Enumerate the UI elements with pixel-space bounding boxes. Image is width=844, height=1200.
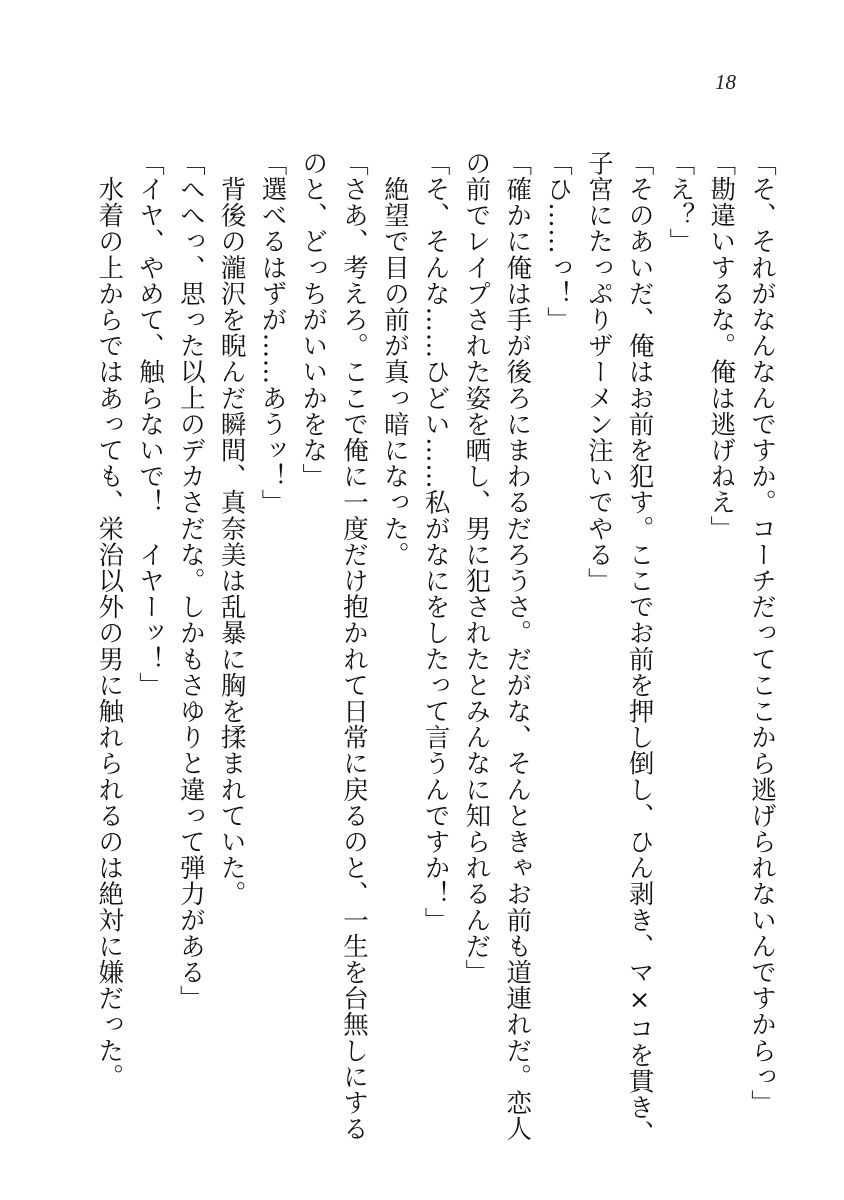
text-line: 「確かに俺は手が後ろにまわるだろうさ。だがな、そんときゃお前も道連れだ。恋人 [502, 150, 533, 1142]
text-line: 絶望で目の前が真っ暗になった。 [379, 150, 410, 568]
text-line: のと、どっちがいいかをな」 [298, 150, 329, 490]
text-line: 「そのあいだ、俺はお前を犯す。ここでお前を押し倒し、ひん剥き、マ×コを貫き、 [624, 150, 655, 1147]
text-line: 「イヤ、やめて、触らないで！ イヤーッ！」 [135, 150, 166, 699]
text-line: 「さあ、考えろ。ここで俺に一度だけ抱かれて日常に戻るのと、一生を台無しにする [339, 150, 370, 1142]
text-line: 水着の上からではあっても、栄治以外の男に触れられるのは絶対に嫌だった。 [94, 150, 125, 1090]
text-line: 「勘違いするな。俺は逃げねえ」 [706, 150, 737, 542]
text-line: 子宮にたっぷりザーメン注いでやる」 [583, 150, 614, 594]
text-line: 「選べるはずが……あうッ！」 [257, 150, 288, 516]
text-line: 「ひ……っ！」 [543, 150, 574, 333]
text-line: 「そ、それがなんなんですか。コーチだってここから逃げられないんですからっ」 [747, 150, 777, 1116]
text-line: 背後の瀧沢を睨んだ瞬間、真奈美は乱暴に胸を揉まれていた。 [216, 150, 247, 907]
body-text [88, 150, 782, 1147]
text-line: の前でレイプされた姿を晒し、男に犯されたとみんなに知られるんだ」 [461, 150, 492, 986]
text-line: 「へへっ、思った以上のデカさだな。しかもさゆりと違って弾力がある」 [175, 150, 206, 1012]
page-number: 18 [715, 70, 736, 94]
text-line: 「そ、そんな……ひどい……私がなにをしたって言うんですか！」 [420, 150, 451, 933]
text-line: 「え？」 [665, 150, 696, 255]
